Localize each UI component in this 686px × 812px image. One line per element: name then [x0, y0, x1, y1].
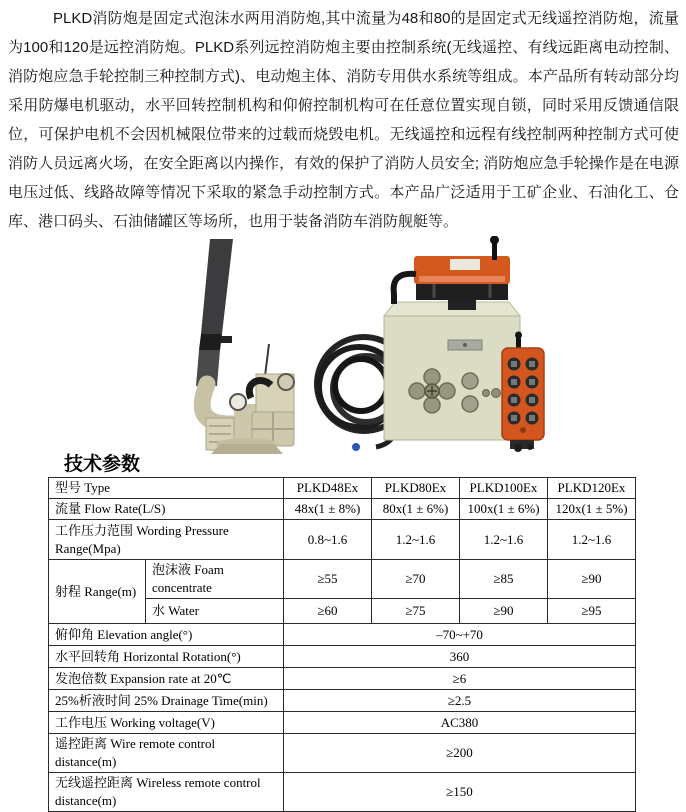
table-row-elevation — [49, 624, 636, 646]
water-range-value: ≥95 — [548, 599, 636, 624]
fire-monitor-illustration — [196, 239, 294, 454]
row-label-flow: 流量 Flow Rate(L/S) — [49, 499, 284, 520]
row-label-range: 射程 Range(m) — [49, 560, 146, 624]
water-range-value: ≥90 — [460, 599, 548, 624]
intro-paragraph: PLKD消防炮是固定式泡沫水两用消防炮,其中流量为48和80的是固定式无线遥控消防炮，流量为100和120是远控消防炮。PLKD系列远控消防炮主要由控制系统(无线遥控、有线远距离电动控制、消防炮应急手轮控制三种控制方式)、电动炮主体、消防专用供水系统等组成。本产品所有转动部分均采用防爆电机驱动，水平回转控制机构和仰俯控制机构可在任意位置实现自锁，同时采用反馈通信限位，可保护电机不会因机械限位带来的过载而烧毁电机。无线遥控和远程有线控制两种控制方式可使消防人员远离火场，在安全距离以内操作，有效的保护了消防人员安全; 消防炮应急手轮操作是在电源电压过低、线路故障等情况下采取的紧急手动控制方式。本产品广泛适用于工矿企业、石油化工、仓库、港口码头、石油储罐区等场所，也用于装备消防车消防舰艇等。 — [8, 10, 679, 230]
cable-connector-blue — [352, 443, 360, 451]
water-range-value: ≥60 — [284, 599, 372, 624]
expansion-value: ≥6 — [284, 668, 636, 690]
elevation-value: –70~+70 — [284, 624, 636, 646]
voltage-value: AC380 — [284, 712, 636, 734]
table-row-range-foam — [49, 560, 636, 599]
receiver-unit — [394, 236, 510, 310]
table-row-rotation — [49, 646, 636, 668]
row-label-wire-remote: 遥控距离 Wire remote control distance(m) — [49, 734, 284, 773]
foam-range-value: ≥85 — [460, 560, 548, 599]
antenna — [265, 344, 269, 376]
row-label-water: 水 Water — [146, 599, 284, 624]
flow-value: 48x(1 ± 8%) — [284, 499, 372, 520]
foam-range-value: ≥90 — [548, 560, 636, 599]
control-box — [384, 302, 520, 440]
pressure-value: 0.8~1.6 — [284, 520, 372, 560]
receiver-label — [450, 259, 480, 270]
receiver-cable — [394, 274, 416, 304]
table-row-flow — [49, 499, 636, 520]
flow-value: 100x(1 ± 6%) — [460, 499, 548, 520]
pressure-value: 1.2~1.6 — [460, 520, 548, 560]
spec-table — [48, 477, 636, 812]
table-row-wireless-remote — [49, 773, 636, 812]
table-row-voltage — [49, 712, 636, 734]
product-photos — [148, 236, 548, 456]
drainage-value: ≥2.5 — [284, 690, 636, 712]
table-row-expansion — [49, 668, 636, 690]
pressure-value: 1.2~1.6 — [372, 520, 460, 560]
row-label-elevation: 俯仰角 Elevation angle(°) — [49, 624, 284, 646]
model-name: PLKD80Ex — [372, 478, 460, 499]
rotation-value: 360 — [284, 646, 636, 668]
product-photo — [148, 236, 548, 456]
handheld-remote — [502, 332, 544, 453]
model-name: PLKD100Ex — [460, 478, 548, 499]
flow-value: 120x(1 ± 5%) — [548, 499, 636, 520]
foam-range-value: ≥70 — [372, 560, 460, 599]
row-label-expansion: 发泡倍数 Expansion rate at 20℃ — [49, 668, 284, 690]
table-row-pressure — [49, 520, 636, 560]
row-label-wireless-remote: 无线遥控距离 Wireless remote control distance(m) — [49, 773, 284, 812]
control-system-illustration — [317, 236, 544, 452]
wireless-remote-value: ≥150 — [284, 773, 636, 812]
water-range-value: ≥75 — [372, 599, 460, 624]
wire-remote-value: ≥200 — [284, 734, 636, 773]
table-row-drainage — [49, 690, 636, 712]
table-row-type — [49, 478, 636, 499]
flow-value: 80x(1 ± 6%) — [372, 499, 460, 520]
row-label-voltage: 工作电压 Working voltage(V) — [49, 712, 284, 734]
table-row-wire-remote — [49, 734, 636, 773]
section-title: 技术参数 — [64, 454, 141, 475]
pressure-gauge — [230, 394, 246, 410]
row-label-type: 型号 Type — [49, 478, 284, 499]
foam-range-value: ≥55 — [284, 560, 372, 599]
row-label-pressure: 工作压力范围 Wording Pressure Range(Mpa) — [49, 520, 284, 560]
row-label-foam: 泡沫液 Foam concentrate — [146, 560, 284, 599]
pressure-value: 1.2~1.6 — [548, 520, 636, 560]
row-label-rotation: 水平回转角 Horizontal Rotation(°) — [49, 646, 284, 668]
model-name: PLKD120Ex — [548, 478, 636, 499]
model-name: PLKD48Ex — [284, 478, 372, 499]
row-label-drainage: 25%析液时间 25% Drainage Time(min) — [49, 690, 284, 712]
